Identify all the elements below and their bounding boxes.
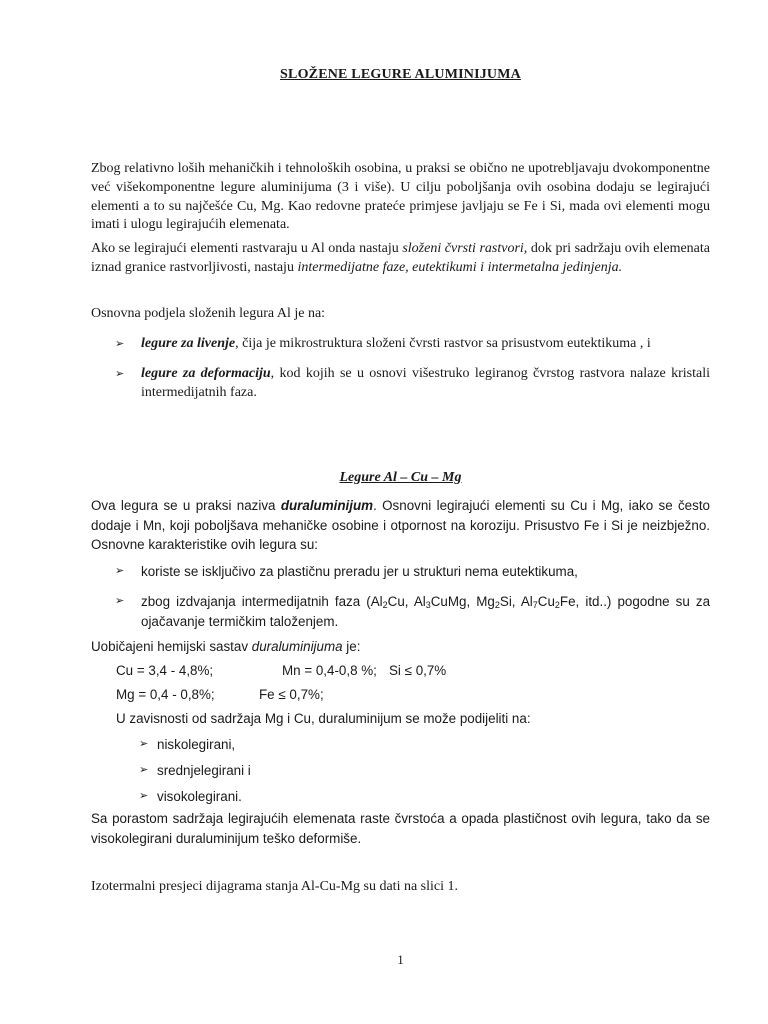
text-span: Cu bbox=[537, 594, 555, 609]
text-span: Cu, Al bbox=[387, 594, 426, 609]
intro-paragraph: Zbog relativno loših mehaničkih i tehnoloških osobina, u praksi se obično ne upotrebljavaju dvokomponentne već višekomponentne legure aluminijuma (3 i više). U cilju poboljšanja ovih osobina dodaju se legirajući elementi a to su najčešće Cu, Mg. Kao redovne prateće primjese javljaju se Fe i Si, mada ovi elementi mogu imati i ulogu legirajućih elemenata. bbox=[91, 161, 710, 233]
paragraph-solutions bbox=[91, 240, 710, 278]
paragraph-duraluminium bbox=[91, 496, 710, 555]
text-span: je: bbox=[342, 639, 361, 654]
text-span: Uobičajeni hemijski sastav bbox=[91, 639, 252, 654]
text-span: Si, Al bbox=[499, 594, 533, 609]
subscript: 3 bbox=[425, 600, 431, 610]
arrow-bullet-icon: ➢ bbox=[139, 738, 149, 750]
text-span: dok pri sadržaju ovih elemenata iznad granice rastvorljivosti, nastaju bbox=[91, 241, 710, 275]
paragraph-strength: Sa porastom sadržaja legirajućih elemenata raste čvrstoća a opada plastičnost ovih legura, tako da se visokolegirani duraluminijum teško deformiše. bbox=[91, 811, 710, 846]
subscript: 7 bbox=[532, 600, 538, 610]
arrow-bullet-icon: ➢ bbox=[139, 764, 149, 776]
text-span: CuMg, Mg bbox=[430, 594, 495, 609]
text-span: Ako se legirajući elementi rastvaraju u Al onda nastaju bbox=[91, 241, 403, 256]
list-item-deformation bbox=[115, 365, 710, 403]
paragraph-classification: Osnovna podjela složenih legura Al je na: bbox=[91, 306, 326, 321]
italic-term: složeni čvrsti rastvori, bbox=[402, 241, 528, 256]
page-number: 1 bbox=[397, 952, 404, 967]
subscript: 2 bbox=[554, 600, 560, 610]
list-item-grade bbox=[139, 761, 439, 781]
arrow-bullet-icon: ➢ bbox=[115, 565, 125, 577]
list-item-text: srednjelegirani i bbox=[157, 763, 251, 778]
italic-term: duraluminijuma bbox=[251, 639, 343, 654]
bold-term: legure za livenje bbox=[141, 336, 236, 351]
composition-mn: Mn = 0,4-0,8 %; bbox=[282, 663, 377, 678]
page-title: SLOŽENE LEGURE ALUMINIJUMA bbox=[280, 67, 521, 82]
list-item-casting bbox=[115, 335, 710, 354]
text-span: zbog izdvajanja intermedijatnih faza (Al bbox=[141, 594, 383, 609]
list-item-text: niskolegirani, bbox=[157, 737, 236, 752]
composition-mg: Mg = 0,4 - 0,8%; bbox=[116, 687, 215, 702]
text-span: Fe, itd..) pogodne su za ojačavanje termičkim taloženjem. bbox=[141, 594, 711, 629]
list-item-text: , čija je mikrostruktura složeni čvrsti rastvor sa prisustvom eutektikuma , i bbox=[235, 336, 651, 351]
subscript: 2 bbox=[494, 600, 500, 610]
text-span: Ova legura se u praksi naziva bbox=[91, 498, 281, 513]
bold-term: legure za deformaciju bbox=[141, 366, 271, 381]
composition-cu: Cu = 3,4 - 4,8%; bbox=[116, 663, 214, 678]
section-heading: Legure Al – Cu – Mg bbox=[339, 470, 462, 485]
arrow-bullet-icon: ➢ bbox=[115, 368, 125, 380]
list-item-text: koriste se isključivo za plastičnu preradu jer u strukturi nema eutektikuma, bbox=[141, 564, 578, 579]
list-item-grade bbox=[139, 735, 439, 755]
list-item-text: visokolegirani. bbox=[157, 789, 242, 804]
paragraph-figure-ref: Izotermalni presjeci dijagrama stanja Al-Cu-Mg su dati na slici 1. bbox=[91, 879, 459, 894]
text-span: . Osnovni legirajući elementi su Cu i Mg, iako se često dodaje i Mn, koji poboljšava mehaničke osobine i otpornost na koroziju. Prisustvo Fe i Si je neizbježno. Osnovne karakteristike ovih legura su: bbox=[91, 498, 710, 552]
list-item-feature bbox=[115, 562, 710, 582]
list-item-text bbox=[115, 592, 710, 631]
paragraph-grades-intro: U zavisnosti od sadržaja Mg i Cu, duraluminijum se može podijeliti na: bbox=[116, 711, 531, 726]
paragraph-composition-intro bbox=[91, 637, 710, 657]
subscript: 2 bbox=[382, 600, 388, 610]
list-item-grade bbox=[139, 787, 439, 807]
composition-si: Si ≤ 0,7% bbox=[389, 663, 447, 678]
list-item-feature bbox=[115, 592, 710, 631]
arrow-bullet-icon: ➢ bbox=[115, 595, 125, 607]
list-item-text: , kod kojih se u osnovi višestruko legiranog čvrstog rastvora nalaze kristali intermedijatnih faza. bbox=[141, 366, 710, 400]
document-page bbox=[91, 0, 710, 1024]
composition-fe: Fe ≤ 0,7%; bbox=[259, 687, 324, 702]
bold-term: duraluminijum bbox=[280, 498, 374, 513]
arrow-bullet-icon: ➢ bbox=[139, 790, 149, 802]
arrow-bullet-icon: ➢ bbox=[115, 338, 125, 350]
italic-term: intermedijatne faze, eutektikumi i intermetalna jedinjenja. bbox=[297, 259, 623, 275]
